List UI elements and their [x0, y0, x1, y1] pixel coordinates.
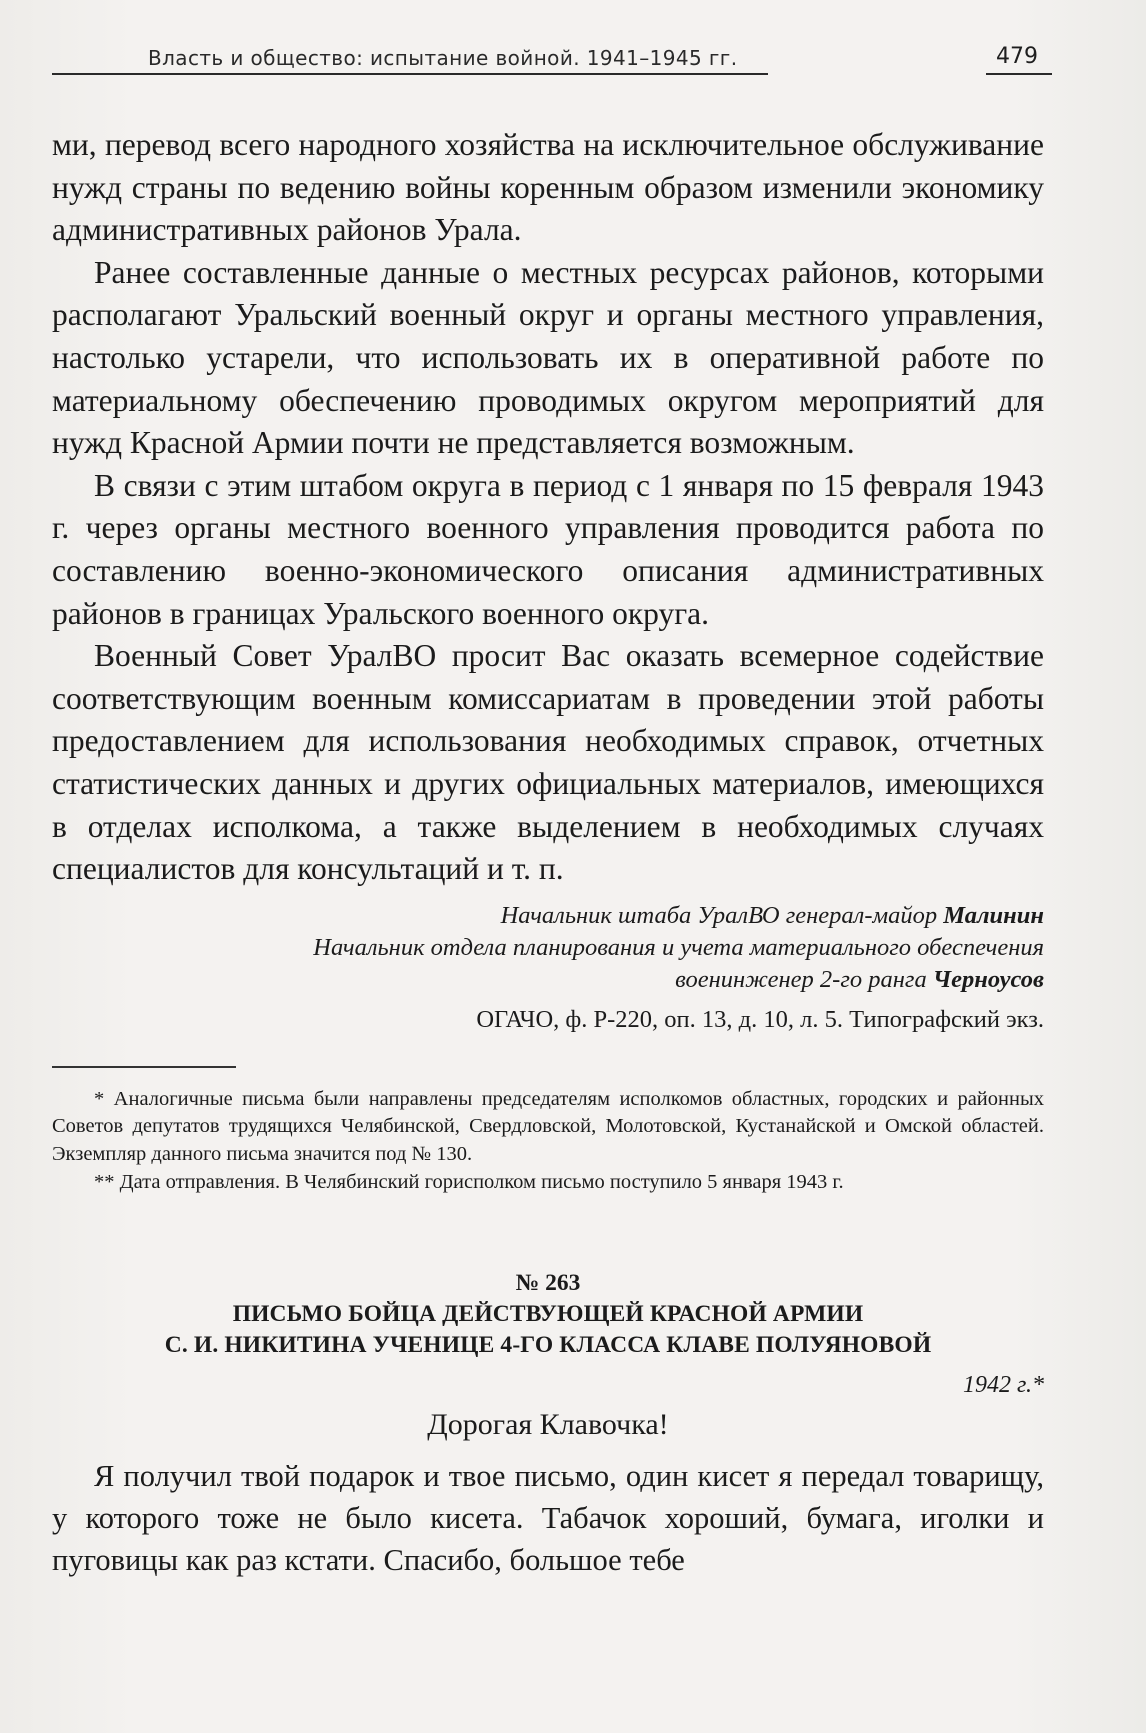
letter-salutation: Дорогая Клавочка!	[427, 1407, 669, 1441]
document-header	[52, 1268, 1044, 1361]
running-title: Власть и общество: испытание войной. 1941–1945 гг.	[148, 46, 738, 70]
document-title: С. И. НИКИТИНА УЧЕНИЦЕ 4-ГО КЛАССА КЛАВЕ ПОЛУЯНОВОЙ	[164, 1331, 932, 1358]
header-rule	[52, 73, 768, 75]
archive-reference: ОГАЧО, ф. Р-220, оп. 13, д. 10, л. 5. Типографский экз.	[476, 1005, 1044, 1033]
signature-block	[52, 900, 1044, 996]
signature-line-chief-of-staff	[52, 900, 1044, 932]
paragraph: В связи с этим штабом округа в период с 1 января по 15 февраля 1943 г. через органы местного военного управления проводится работа по составлению военно-экономического описания административных районов в границах Уральского военного округа.	[52, 467, 1044, 631]
document-title: ПИСЬМО БОЙЦА ДЕЙСТВУЮЩЕЙ КРАСНОЙ АРМИИ	[232, 1300, 864, 1327]
signature-name: Малинин	[943, 901, 1044, 929]
document-date: 1942 г.*	[962, 1371, 1044, 1398]
page-number: 479	[996, 44, 1038, 69]
running-head	[52, 44, 1050, 80]
paragraph: Я получил твой подарок и твое письмо, один кисет я передал товарищу, у которого тоже не было кисета. Табачок хороший, бумага, иголки и пуговицы как раз кстати. Спасибо, большое тебе	[52, 1458, 1044, 1577]
signature-title: Начальник штаба УралВО генерал-майор	[500, 901, 938, 929]
signature-name: Черноусов	[932, 965, 1044, 993]
document-number: № 263	[515, 1269, 581, 1296]
paragraph: Ранее составленные данные о местных ресурсах районов, которыми располагают Уральский военный округ и органы местного управления, настолько устарели, что использовать их в оперативной работе по материальному обеспечению проводимых округом мероприятий для нужд Красной Армии почти не представляется возможным.	[52, 254, 1044, 461]
footnote: ** Дата отправления. В Челябинский горисполком письмо поступило 5 января 1943 г.	[94, 1171, 844, 1194]
page-number-rule	[986, 73, 1052, 75]
signature-line-planning-head	[52, 964, 1044, 996]
footnote: * Аналогичные письма были направлены председателям исполкомов областных, городских и районных Советов депутатов трудящихся Челябинской, Свердловской, Молотовской, Кустанайской и Омской областей. Экземпляр данного письма значится под № 130.	[52, 1087, 1044, 1166]
soldier-letter-body	[52, 1455, 1044, 1581]
signature-title: Начальник отдела планирования и учета материального обеспечения	[313, 933, 1044, 961]
paragraph: Военный Совет УралВО просит Вас оказать всемерное содействие соответствующим военным комиссариатам в проведении этой работы предоставлением для использования необходимых справок, отчетных статистических данных и других официальных материалов, имеющихся в отделах исполкома, а также выделением в необходимых случаях специалистов для консультаций и т. п.	[52, 638, 1044, 887]
footnotes	[52, 1086, 1044, 1197]
page-content	[52, 124, 1044, 1581]
paragraph-continuation: ми, перевод всего народного хозяйства на исключительное обслуживание нужд страны по ведению войны коренным образом изменили экономику административных районов Урала.	[52, 127, 1044, 248]
footnote-rule	[52, 1066, 236, 1068]
signature-rank: военинженер 2-го ранга	[675, 965, 927, 993]
letter-body-text	[52, 124, 1044, 891]
